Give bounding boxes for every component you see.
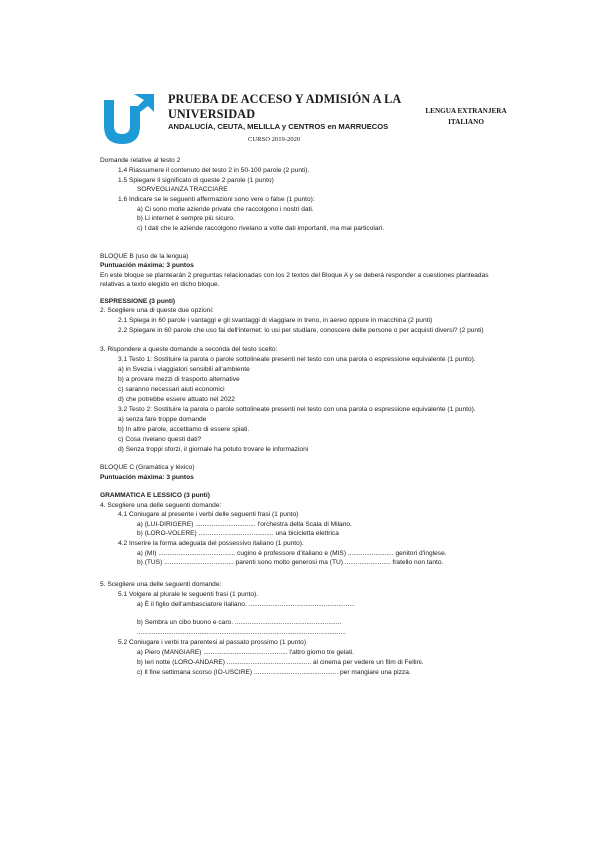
exam-line: BLOQUE C (Gramática y léxico) [100, 464, 195, 471]
exam-line: Puntuación máxima: 3 puntos [100, 474, 194, 481]
exam-line: c) I dati che le aziende raccolgono rivelano a volte dati importanti, ma mai particolari. [137, 225, 385, 232]
exam-line: Puntuación máxima: 3 puntos [100, 262, 194, 269]
exam-line: 4.2 Inserire la forma adeguata del possessivo italiano (1 punto). [118, 540, 304, 547]
exam-title-line-1: PRUEBA DE ACCESO Y ADMISIÓN A LA [168, 92, 402, 106]
exam-line: .................................................................................................................. [137, 629, 346, 636]
subject-line-2: ITALIANO [448, 118, 484, 126]
exam-line: 4.1 Coniugare al presente i verbi delle seguenti frasi (1 punto) [118, 511, 299, 518]
exam-line: d) Senza troppi sforzi, il giornale ha potuto trovare le informazioni [118, 446, 309, 453]
exam-line: 1.5 Spiegare il significato di queste 2 parole (1 punto) [118, 177, 274, 184]
exam-title-line-2: UNIVERSIDAD [168, 107, 256, 121]
exam-line: relativas a texto elegido en dicho bloque. [100, 281, 220, 288]
exam-line: 5.2 Coniugare i verbi tra parentesi al passato prossimo (1 punto) [118, 639, 307, 646]
exam-line: c) Cosa rivelano questi dati? [118, 436, 202, 443]
exam-line: 3. Rispondere a queste domande a seconda del testo scelto: [100, 346, 278, 353]
exam-line: SORVEGLIANZA TRACCIARE [137, 186, 228, 193]
exam-line: BLOQUE B (uso de la lengua) [100, 253, 189, 260]
exam-line: a) (MI) .......................................... cugino è professore d'italiano e (MIS) ......................... genitori d'inglese. [137, 550, 447, 557]
exam-line: Domande relative al testo 2 [100, 157, 181, 164]
exam-line: a) Piero (MANGIARE) .............................................. l'altro giorno tre gelati. [137, 649, 355, 656]
exam-line: d) che potrebbe essere attuato nel 2022 [118, 396, 235, 403]
exam-line: 2. Scegliere una di queste due opzioni: [100, 307, 214, 314]
exam-line: a) senza fare troppe domande [118, 416, 207, 423]
subject-name [410, 106, 522, 128]
exam-line: a) Ci sono molte aziende private che raccolgono i nostri dati. [137, 206, 314, 213]
exam-line: ESPRESSIONE (3 punti) [100, 298, 176, 305]
exam-line: En este bloque se plantearán 2 preguntas relacionadas con los 2 textos del Bloque A y se deberá responder a cuestiones planteadas [100, 272, 489, 279]
exam-line: 3.1 Testo 1: Sostituire la parola o parole sottolineate presenti nel testo con una parola o espressione equivalente (1 punto). [118, 356, 476, 363]
exam-line: a) È il figlio dell'ambasciatore italiano. .......................................................... [137, 601, 355, 608]
exam-line: b) In altre parole, accettiamo di essere spiati. [118, 426, 250, 433]
exam-line: 2.2 Spiegare in 60 parole che uso fai dell'internet: lo usi per studiare, conoscere delle persone o per acquisti diversi? (2 punti) [118, 327, 484, 334]
exam-line: b) (TUS) ...................................... parenti sono molto generosi ma (TU) ......................... fratello non tanto. [137, 559, 444, 566]
exam-line: GRAMMATICA E LESSICO (3 punti) [100, 492, 210, 499]
exam-line: c) saranno necessari aiuti economici [118, 386, 225, 393]
exam-line: b) a provare mezzi di trasporto alternative [118, 376, 240, 383]
subject-line-1: LENGUA EXTRANJERA [425, 107, 507, 115]
exam-line: b) Li internet è sempre più sicuro. [137, 215, 235, 222]
exam-line: b) Sembra un cibo buono e caro. .......................................................... [137, 619, 342, 626]
exam-line: 1.4 Riassumere il contenuto del testo 2 in 50-100 parole (2 punti). [118, 167, 310, 174]
exam-line: 2.1 Spiega in 60 parole i vantaggi e gli svantaggi di viaggiare in treno, in aereo oppure in macchina (2 punti) [118, 317, 433, 324]
exam-line: c) Il fine settimana scorso (IO-USCIRE) .............................................. per mangiare una pizza. [137, 669, 411, 676]
exam-line: 5.1 Volgere al plurale le seguenti frasi (1 punto). [118, 591, 259, 598]
exam-subtitle: ANDALUCÍA, CEUTA, MELILLA y CENTROS en MARRUECOS [168, 122, 389, 131]
course-year: CURSO 2019-2020 [248, 136, 301, 143]
exam-line: a) (LUI-DIRIGERE) ................................. l'orchestra della Scala di Milano. [137, 521, 352, 528]
exam-line: 4. Scegliere una delle seguenti domande: [100, 502, 222, 509]
university-logo [100, 92, 158, 148]
exam-title [168, 92, 418, 122]
exam-line: 1.6 Indicare se le seguenti affermazioni sono vere o false (1 punto): [118, 196, 315, 203]
exam-line: b) Ieri notte (LORO-ANDARE) .............................................. al cinema per vedere un film di Fellini. [137, 659, 424, 666]
exam-line: 3.2 Testo 2: Sostituire la parola o parole sottolineate presenti nel testo con una parola o espressione equivalente (1 punto). [118, 406, 476, 413]
exam-line: a) in Svezia i viaggiatori sensibili all'ambiente [118, 366, 250, 373]
exam-line: 5. Scegliere una delle seguenti domande: [100, 581, 222, 588]
exam-line: b) (LORO-VOLERE) ......................................... una bicicletta elettrica [137, 530, 339, 537]
